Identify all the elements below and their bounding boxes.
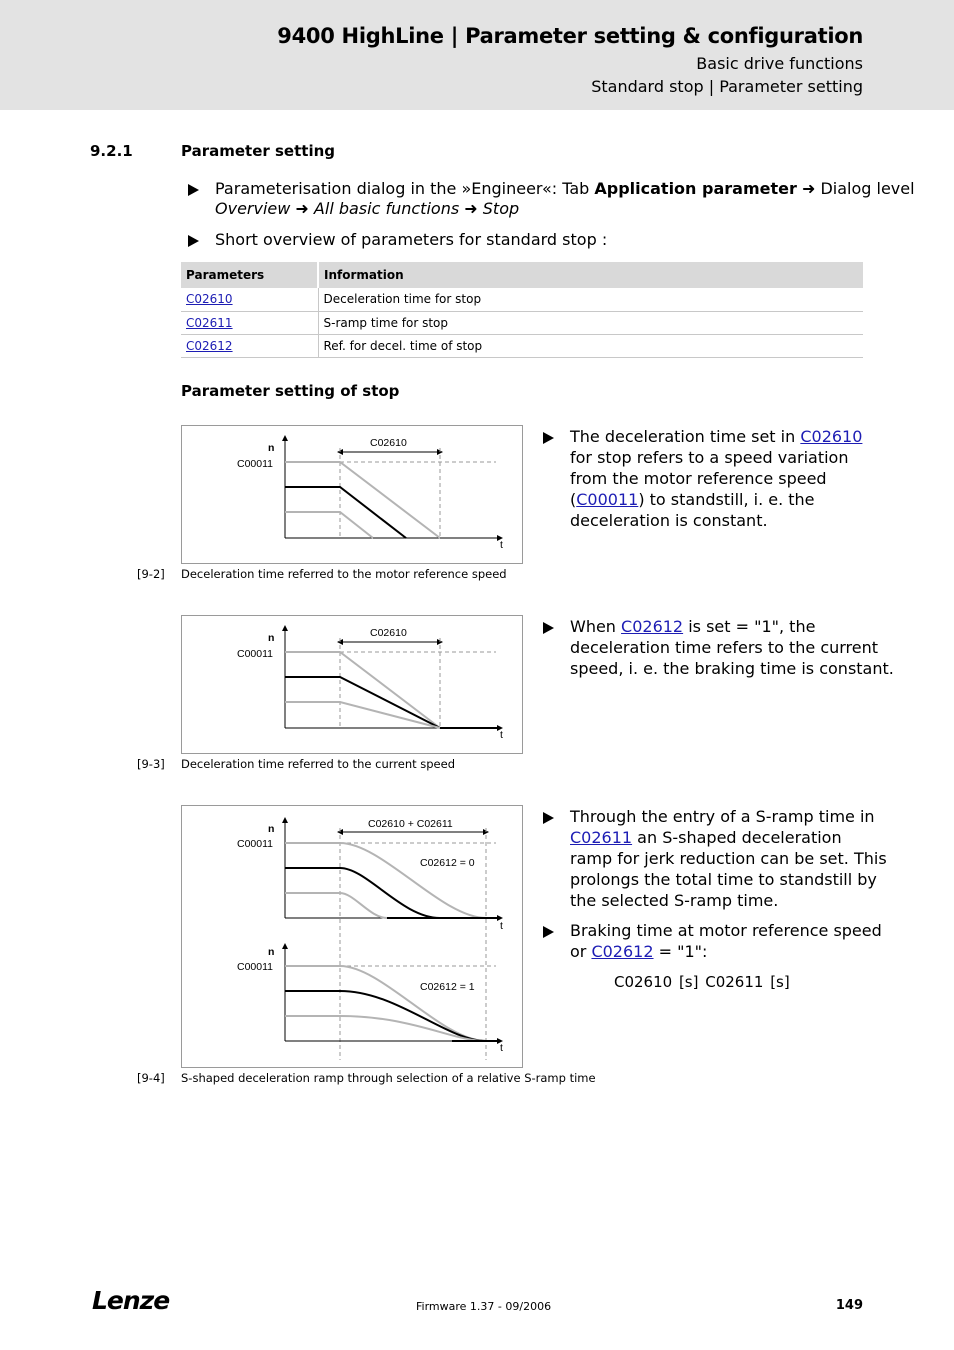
column-header-information: Information: [318, 262, 863, 288]
description-fig3: [543, 616, 894, 682]
text-line: When: [570, 617, 622, 636]
description-fig4: [543, 806, 887, 916]
bullet2-text: Short overview of parameters for standard stop :: [215, 230, 608, 249]
document-title: 9400 HighLine | Parameter setting & configuration: [277, 24, 863, 48]
bullet1-text-post: Dialog level: [815, 179, 915, 198]
axis-label-n: n: [268, 442, 275, 454]
bullet1-text: Parameterisation dialog in the »Engineer«: Tab: [215, 179, 595, 198]
table-row: [181, 288, 863, 311]
path-arrow: ➜: [295, 199, 309, 218]
bullet-arrow-icon: [543, 432, 554, 444]
axis-label-t: t: [500, 729, 503, 741]
section-number: 9.2.1: [90, 142, 133, 160]
parameter-link[interactable]: C02611: [186, 315, 233, 330]
page-header: [0, 0, 954, 110]
bullet-arrow-icon: [188, 235, 199, 247]
section-subtitle: Standard stop | Parameter setting: [591, 77, 863, 96]
dialog-level-all: All basic functions: [313, 199, 460, 218]
firmware-version: Firmware 1.37 - 09/2006: [416, 1300, 552, 1313]
figure-9-4: [181, 805, 523, 1068]
link-c02610[interactable]: C02610: [800, 427, 863, 446]
table-row: [181, 334, 863, 357]
text-line: the selected S-ramp time.: [570, 891, 779, 910]
subsection-title: Parameter setting of stop: [181, 382, 400, 400]
s-ramp-low-speed: [285, 893, 387, 918]
bullet-overview: [188, 229, 868, 251]
tab-name: Application parameter: [594, 179, 797, 198]
text-line: prolongs the total time to standstill by: [570, 870, 877, 889]
description-braking-time: [543, 920, 882, 964]
axis-label-c00011: C00011: [237, 458, 274, 470]
text-line: ) to standstill, i. e. the: [638, 490, 815, 509]
chapter-subtitle: Basic drive functions: [696, 54, 863, 73]
axis-label-n: n: [268, 632, 275, 644]
link-c02612[interactable]: C02612: [621, 617, 684, 636]
ramp-low-speed: [285, 702, 440, 728]
figure-caption: S-shaped deceleration ramp through selection of a relative S-ramp time: [181, 1071, 596, 1085]
lenze-logo: Lenze: [92, 1286, 170, 1315]
figure-9-2: [181, 425, 523, 564]
figure-caption: Deceleration time referred to the motor reference speed: [181, 567, 507, 581]
ramp-reference-speed: [285, 462, 440, 538]
table-header-row: [181, 262, 863, 288]
figure-number: [9-3]: [137, 757, 165, 771]
text-line: Through the entry of a S-ramp time in: [570, 807, 875, 826]
parameter-cell: [181, 288, 318, 311]
s-ramp-low-speed: [285, 1016, 486, 1041]
text-line: The deceleration time set in: [570, 427, 801, 446]
axis-label-c00011: C00011: [237, 838, 274, 850]
link-c02611[interactable]: C02611: [570, 828, 633, 847]
column-header-parameters: Parameters: [181, 262, 318, 288]
dialog-level-overview: Overview: [215, 199, 291, 218]
page-number: 149: [835, 1298, 863, 1313]
figure-9-3: [181, 615, 523, 754]
axis-label-c00011: C00011: [237, 961, 274, 973]
parameter-link[interactable]: C02610: [186, 292, 233, 307]
s-ramp-reference-speed: [285, 966, 486, 1041]
axis-label-n: n: [268, 946, 275, 958]
text-line: an S-shaped deceleration: [632, 828, 842, 847]
path-arrow: ➜: [464, 199, 478, 218]
link-c02612[interactable]: C02612: [591, 942, 654, 961]
axis-label-n: n: [268, 823, 275, 835]
parameter-cell: [181, 334, 318, 357]
figure-number: [9-2]: [137, 567, 165, 581]
figure-number: [9-4]: [137, 1071, 165, 1085]
braking-time-formula: C02610 [s] C02611 [s]: [614, 973, 790, 991]
text-line: deceleration is constant.: [570, 511, 768, 530]
c02612-1-label: C02612 = 1: [420, 981, 475, 993]
dialog-level-stop: Stop: [482, 199, 520, 218]
s-ramp-reference-speed: [285, 843, 486, 918]
ramp-low-speed: [285, 512, 373, 538]
c02612-0-label: C02612 = 0: [420, 857, 475, 869]
c02610-label: C02610: [370, 437, 407, 449]
bullet-engineer-path: [188, 178, 915, 222]
information-cell: Ref. for decel. time of stop: [318, 334, 863, 357]
c02610-label: C02610: [370, 627, 407, 639]
information-cell: Deceleration time for stop: [318, 288, 863, 311]
axis-label-t: t: [500, 1042, 503, 1054]
text-line: (: [570, 490, 577, 509]
section-title: Parameter setting: [181, 142, 335, 160]
text-line: is set = "1", the: [683, 617, 816, 636]
text-line: Braking time at motor reference speed: [570, 921, 882, 940]
parameter-cell: [181, 311, 318, 334]
text-line: deceleration time refers to the current: [570, 638, 879, 657]
path-arrow: ➜: [801, 179, 816, 198]
text-line: speed, i. e. the braking time is constant.: [570, 659, 894, 678]
bullet-arrow-icon: [188, 184, 199, 196]
text-line: ramp for jerk reduction can be set. This: [570, 849, 887, 868]
description-fig2: [543, 426, 873, 536]
information-cell: S-ramp time for stop: [318, 311, 863, 334]
text-line: or: [570, 942, 592, 961]
figure-caption: Deceleration time referred to the current speed: [181, 757, 456, 771]
axis-label-c00011: C00011: [237, 648, 274, 660]
text-line: for stop refers to a speed variation: [570, 448, 849, 467]
text-line: from the motor reference speed: [570, 469, 827, 488]
axis-label-t: t: [500, 539, 503, 551]
parameter-table: [181, 262, 863, 358]
text-line: = "1":: [653, 942, 708, 961]
bullet-arrow-icon: [543, 926, 554, 938]
axis-label-t: t: [500, 920, 503, 932]
table-row: [181, 311, 863, 334]
link-c00011[interactable]: C00011: [576, 490, 639, 509]
c02610-c02611-label: C02610 + C02611: [368, 818, 453, 830]
parameter-link[interactable]: C02612: [186, 338, 233, 353]
bullet-arrow-icon: [543, 812, 554, 824]
bullet-arrow-icon: [543, 622, 554, 634]
